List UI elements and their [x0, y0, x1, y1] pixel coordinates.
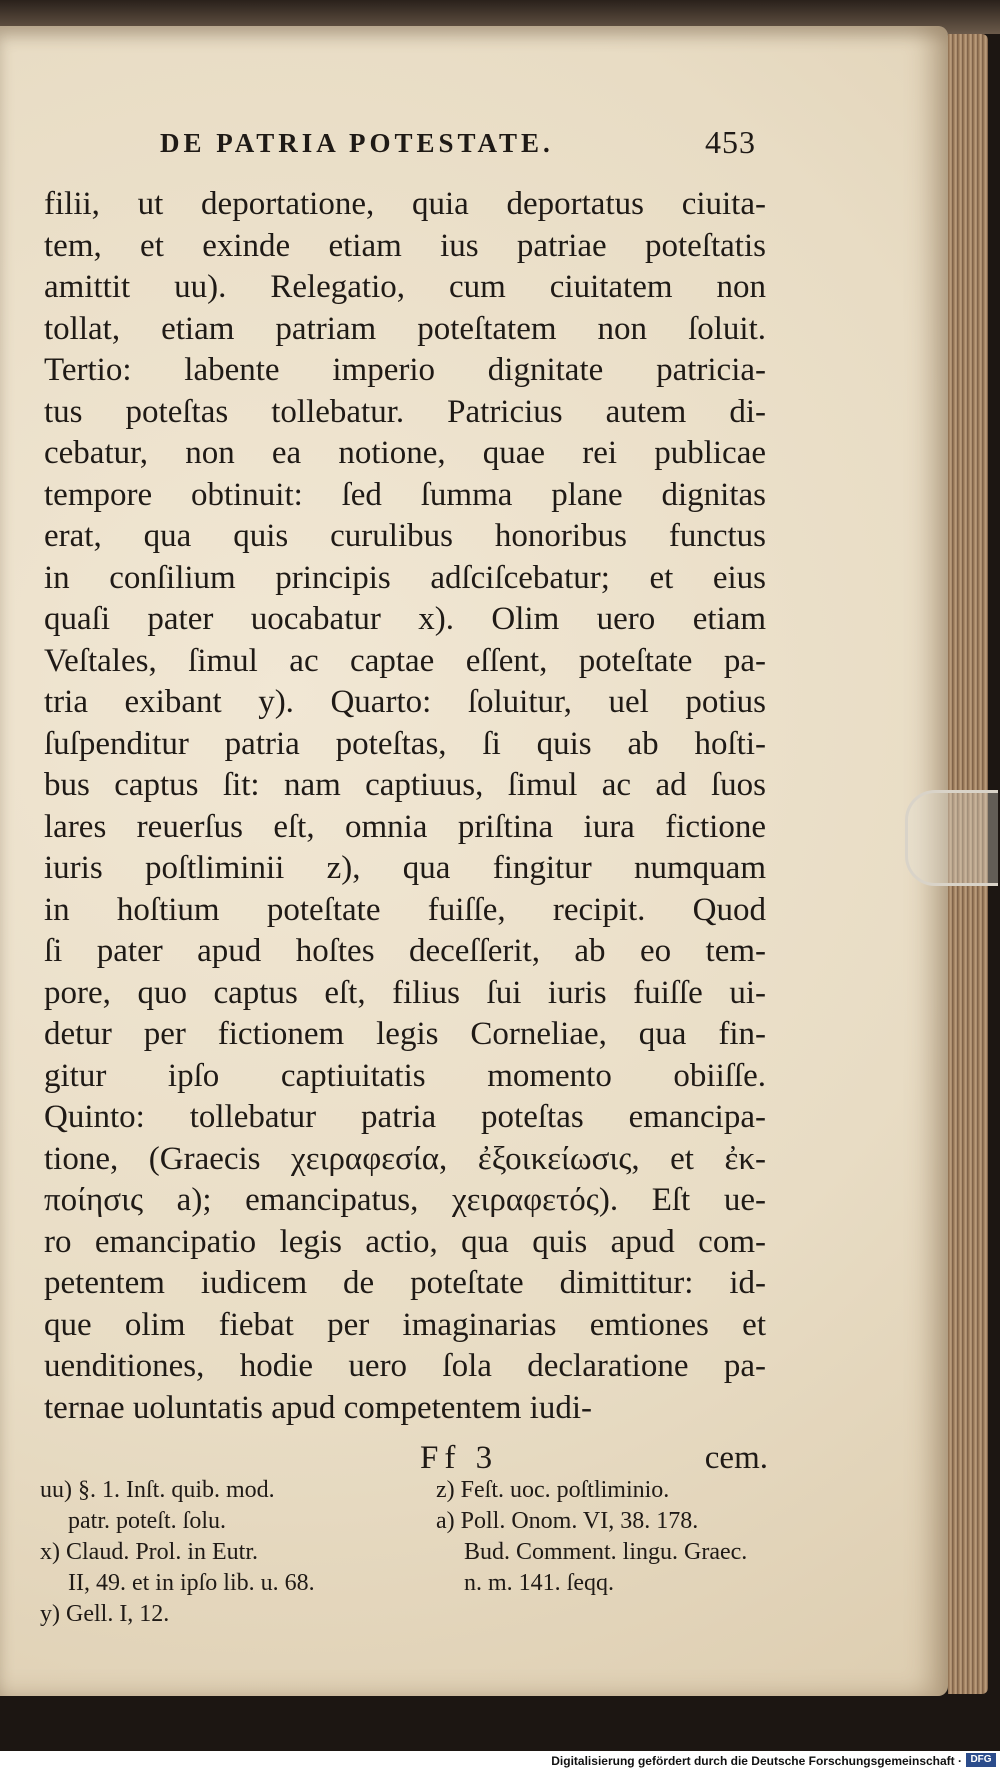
text-line: ro emancipatio legis actio, qua quis apud com-	[44, 1223, 766, 1260]
catchword: cem.	[704, 1440, 768, 1476]
funding-credit: Digitalisierung gefördert durch die Deutsche Forschungsgemeinschaft ·	[551, 1754, 962, 1768]
signature-mark: Ff 3	[420, 1440, 499, 1476]
footnote-line: n. m. 141. ſeqq.	[464, 1570, 614, 1596]
footnote-line: patr. poteſt. ſolu.	[68, 1508, 226, 1534]
text-line: ποίησις a); emancipatus, χειραφετός). Eſt ue-	[44, 1182, 766, 1218]
text-line: detur per fictionem legis Corneliae, qua fin-	[44, 1016, 766, 1052]
text-line: lares reuerſus eſt, omnia priſtina iura fictione	[44, 808, 766, 845]
text-line: Veſtales, ſimul ac captae eſſent, poteſtate pa-	[44, 642, 766, 679]
page-number: 453	[705, 124, 756, 160]
text-line: petentem iudicem de poteſtate dimittitur: id-	[44, 1265, 766, 1301]
text-line: tem, et exinde etiam ius patriae poteſtatis	[44, 227, 766, 264]
text-line: erat, qua quis curulibus honoribus functus	[44, 518, 766, 554]
footnote-line: x) Claud. Prol. in Eutr.	[40, 1539, 258, 1565]
text-line: ſi pater apud hoſtes deceſſerit, ab eo tem-	[44, 933, 766, 969]
running-header	[160, 124, 770, 168]
text-line: tria exibant y). Quarto: ſoluitur, uel potius	[44, 684, 766, 720]
footnote-line: z) Feſt. uoc. poſtliminio.	[436, 1477, 670, 1503]
text-line: Quinto: tollebatur patria poteſtas emancipa-	[44, 1099, 766, 1135]
body-text	[44, 184, 766, 1429]
footnote-line: uu) §. 1. Inſt. quib. mod.	[40, 1477, 275, 1503]
text-line: in hoſtium poteſtate fuiſſe, recipit. Quod	[44, 891, 766, 928]
footnote-line: a) Poll. Onom. VI, 38. 178.	[436, 1508, 699, 1534]
text-line: amittit uu). Relegatio, cum ciuitatem non	[44, 269, 766, 305]
text-line: que olim fiebat per imaginarias emtiones et	[44, 1306, 766, 1343]
running-title: DE PATRIA POTESTATE.	[160, 128, 554, 158]
text-line: pore, quo captus eſt, filius ſui iuris fuiſſe ui-	[44, 974, 766, 1011]
text-line: tione, (Graecis χειραφεσία, ἐξοικείωσις, et ἐκ-	[44, 1140, 766, 1177]
footnote-line: y) Gell. I, 12.	[40, 1601, 170, 1627]
text-line: tempore obtinuit: ſed ſumma plane dignitas	[44, 476, 766, 513]
footnote-line: II, 49. et in ipſo lib. u. 68.	[68, 1570, 315, 1596]
text-line: bus captus ſit: nam captiuus, ſimul ac ad ſuos	[44, 767, 766, 803]
footnote-line: Bud. Comment. lingu. Graec.	[464, 1539, 748, 1565]
text-line: quaſi pater uocabatur x). Olim uero etiam	[44, 601, 766, 637]
digitization-footer	[0, 1751, 1000, 1771]
text-line: ternae uoluntatis apud competentem iudi-	[44, 1389, 592, 1426]
text-line: in conſilium principis adſciſcebatur; et eius	[44, 559, 766, 596]
text-line: tus poteſtas tollebatur. Patricius autem di-	[44, 393, 766, 430]
text-line: ſuſpenditur patria poteſtas, ſi quis ab hoſti-	[44, 725, 766, 762]
footnotes-left-column	[40, 1475, 400, 1630]
signature-line	[420, 1440, 768, 1480]
footnotes-right-column	[436, 1475, 786, 1599]
text-line: gitur ipſo captiuitatis momento obiiſſe.	[44, 1057, 766, 1094]
text-line: cebatur, non ea notione, quae rei publicae	[44, 435, 766, 471]
text-line: uenditiones, hodie uero ſola declaratione pa-	[44, 1348, 766, 1384]
text-line: filii, ut deportatione, quia deportatus ciuita-	[44, 186, 766, 222]
text-line: Tertio: labente imperio dignitate patricia-	[44, 352, 766, 388]
footnotes	[40, 1475, 780, 1655]
dfg-logo: DFG	[966, 1753, 996, 1767]
text-line: iuris poſtliminii z), qua fingitur numquam	[44, 850, 766, 886]
book-clasp	[905, 790, 998, 886]
text-line: tollat, etiam patriam poteſtatem non ſoluit.	[44, 310, 766, 347]
